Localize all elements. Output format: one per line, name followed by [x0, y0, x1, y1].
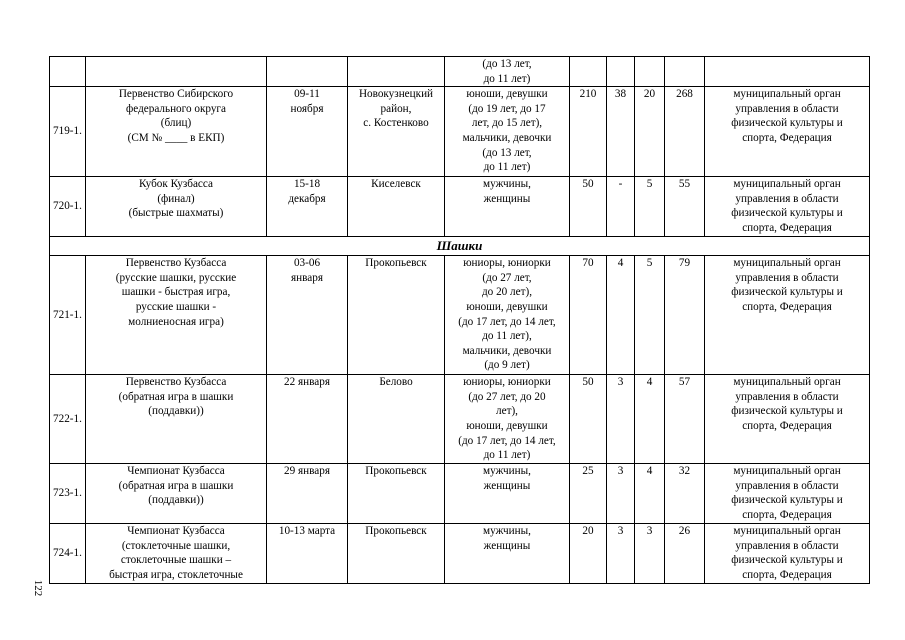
cell-age [445, 375, 570, 464]
text-line: женщины [483, 479, 531, 492]
text-line: молниеносная игра) [128, 315, 224, 328]
table-row [50, 177, 870, 237]
text-line: (до 13 лет, [482, 146, 532, 159]
schedule-table [49, 56, 870, 584]
cell-count: 5 [635, 177, 665, 237]
cell-name [86, 87, 267, 177]
text-line: (русские шашки, русские [115, 271, 237, 284]
cell-name [86, 524, 267, 584]
cell-org [705, 375, 870, 464]
text-line: Первенство Кузбасса [125, 257, 227, 270]
text-line: муниципальный орган [733, 257, 841, 270]
cell-org [705, 87, 870, 177]
cell-date [267, 87, 348, 177]
table-row [50, 57, 870, 87]
text-line: 22 января [284, 376, 330, 389]
text-line: (до 27 лет, [482, 271, 532, 284]
cell-place [348, 57, 445, 87]
cell-count [635, 57, 665, 87]
cell-org [705, 464, 870, 524]
text-line: лет, до 15 лет), [471, 117, 543, 130]
cell-place [348, 524, 445, 584]
cell-age [445, 87, 570, 177]
text-line: Первенство Сибирского [118, 88, 234, 101]
cell-num [50, 57, 86, 87]
text-line: (поддавки)) [148, 405, 204, 418]
cell-count: 3 [607, 375, 635, 464]
text-line: физической культуры и [731, 405, 843, 418]
text-line: (финал) [157, 192, 195, 205]
cell-org [705, 177, 870, 237]
text-line: (до 19 лет, до 17 [468, 102, 546, 115]
text-line: юноши, девушки [466, 88, 548, 101]
text-line: управления в области [735, 539, 839, 552]
cell-date [267, 256, 348, 375]
cell-org [705, 57, 870, 87]
text-line: физической культуры и [731, 117, 843, 130]
cell-num: 724-1. [50, 524, 86, 584]
cell-date [267, 375, 348, 464]
text-line: федерального округа [126, 102, 226, 115]
table-row [50, 87, 870, 177]
text-line: (быстрые шахматы) [128, 207, 224, 220]
text-line: управления в области [735, 479, 839, 492]
text-line: мальчики, девочки [462, 131, 552, 144]
cell-count: 79 [665, 256, 705, 375]
text-line: 15-18 [293, 178, 321, 191]
age-line: (до 13 лет, [482, 58, 532, 70]
cell-count: 210 [570, 87, 607, 177]
text-line: муниципальный орган [733, 525, 841, 538]
text-line: женщины [483, 192, 531, 205]
text-line: Первенство Кузбасса [125, 376, 227, 389]
text-line: спорта, Федерация [742, 221, 832, 234]
text-line: (поддавки)) [148, 494, 204, 507]
text-line: управления в области [735, 390, 839, 403]
text-line: русские шашки - [135, 300, 217, 313]
text-line: юноши, девушки [466, 300, 548, 313]
text-line: (обратная игра в шашки [118, 390, 234, 403]
cell-count: 50 [570, 375, 607, 464]
cell-count: 3 [607, 464, 635, 524]
text-line: 29 января [284, 465, 330, 478]
cell-count: 3 [635, 524, 665, 584]
text-line: мужчины, [483, 465, 531, 478]
cell-name [86, 177, 267, 237]
text-line: до 20 лет), [481, 286, 533, 299]
cell-org [705, 256, 870, 375]
cell-num: 723-1. [50, 464, 86, 524]
cell-count: 4 [607, 256, 635, 375]
text-line: муниципальный орган [733, 465, 841, 478]
cell-count: 57 [665, 375, 705, 464]
text-line: (до 9 лет) [484, 359, 530, 372]
text-line: 10-13 марта [278, 525, 336, 538]
text-line: спорта, Федерация [742, 419, 832, 432]
cell-count [607, 57, 635, 87]
cell-num: 720-1. [50, 177, 86, 237]
text-line: муниципальный орган [733, 178, 841, 191]
section-title: Шашки [50, 237, 870, 256]
cell-place [348, 87, 445, 177]
cell-count: 55 [665, 177, 705, 237]
table-row [50, 256, 870, 375]
cell-count: 4 [635, 464, 665, 524]
cell-count: 26 [665, 524, 705, 584]
cell-name [86, 375, 267, 464]
text-line: 03-06 [293, 257, 321, 270]
text-line: января [291, 271, 323, 284]
cell-count: 50 [570, 177, 607, 237]
cell-count: 5 [635, 256, 665, 375]
cell-age [445, 524, 570, 584]
cell-name [86, 464, 267, 524]
cell-num: 719-1. [50, 87, 86, 177]
text-line: юниоры, юниорки [463, 376, 551, 389]
cell-count: 70 [570, 256, 607, 375]
cell-count: - [607, 177, 635, 237]
text-line: Чемпионат Кузбасса [127, 525, 225, 538]
text-line: юниоры, юниорки [463, 257, 551, 270]
cell-org [705, 524, 870, 584]
cell-date [267, 524, 348, 584]
cell-count: 38 [607, 87, 635, 177]
text-line: муниципальный орган [733, 88, 841, 101]
text-line: Новокузнецкий [358, 88, 434, 101]
cell-num: 722-1. [50, 375, 86, 464]
cell-count: 32 [665, 464, 705, 524]
cell-count [570, 57, 607, 87]
cell-num: 721-1. [50, 256, 86, 375]
cell-count [665, 57, 705, 87]
cell-age [445, 464, 570, 524]
text-line: Прокопьевск [365, 525, 427, 538]
text-line: мужчины, [483, 178, 531, 191]
text-line: стоклеточные шашки – [120, 554, 232, 567]
text-line: быстрая игра, стоклеточные [109, 568, 243, 581]
table-row [50, 524, 870, 584]
cell-place [348, 375, 445, 464]
cell-date [267, 177, 348, 237]
text-line: до 11 лет), [482, 330, 532, 343]
cell-count: 3 [607, 524, 635, 584]
text-line: (СМ № ____ в ЕКП) [127, 131, 225, 144]
table-body-draughts [50, 256, 870, 584]
text-line: Прокопьевск [365, 257, 427, 270]
text-line: управления в области [735, 102, 839, 115]
section-header-row [50, 237, 870, 256]
text-line: физической культуры и [731, 286, 843, 299]
cell-age [445, 256, 570, 375]
text-line: (до 17 лет, до 14 лет, [458, 434, 556, 447]
cell-place [348, 464, 445, 524]
text-line: физической культуры и [731, 207, 843, 220]
text-line: (до 27 лет, до 20 [468, 390, 546, 403]
text-line: лет), [496, 405, 518, 418]
text-line: Чемпионат Кузбасса [127, 465, 225, 478]
cell-name [86, 57, 267, 87]
text-line: до 11 лет) [483, 449, 531, 462]
text-line: (до 17 лет, до 14 лет, [458, 315, 556, 328]
text-line: район, [380, 102, 412, 115]
text-line: декабря [288, 192, 326, 205]
text-line: (блиц) [160, 117, 192, 130]
text-line: муниципальный орган [733, 376, 841, 389]
cell-count: 4 [635, 375, 665, 464]
cell-count: 268 [665, 87, 705, 177]
age-line: до 11 лет) [483, 72, 531, 85]
text-line: (стоклеточные шашки, [121, 539, 231, 552]
text-line: 09-11 [294, 88, 320, 101]
text-line: Киселевск [371, 178, 421, 191]
text-line: спорта, Федерация [742, 508, 832, 521]
text-line: с. Костенково [363, 117, 429, 130]
cell-place [348, 177, 445, 237]
cell-date [267, 57, 348, 87]
cell-place [348, 256, 445, 375]
text-line: Кубок Кузбасса [139, 178, 213, 191]
cell-date [267, 464, 348, 524]
cell-name [86, 256, 267, 375]
cell-count: 20 [570, 524, 607, 584]
text-line: ноября [290, 102, 324, 115]
text-line: управления в области [735, 192, 839, 205]
text-line: физической культуры и [731, 554, 843, 567]
table-row [50, 375, 870, 464]
text-line: спорта, Федерация [742, 131, 832, 144]
text-line: шашки - быстрая игра, [121, 286, 231, 299]
page-number: 122 [32, 579, 44, 597]
text-line: юноши, девушки [466, 419, 548, 432]
text-line: (обратная игра в шашки [118, 479, 234, 492]
table-row [50, 464, 870, 524]
section-header-body [50, 237, 870, 256]
text-line: мальчики, девочки [462, 344, 552, 357]
text-line: управления в области [735, 271, 839, 284]
text-line: Белово [379, 376, 413, 389]
text-line: до 11 лет) [483, 161, 531, 174]
text-line: спорта, Федерация [742, 568, 832, 581]
text-line: мужчины, [483, 525, 531, 538]
table-body-chess [50, 57, 870, 237]
text-line: спорта, Федерация [742, 300, 832, 313]
cell-age [445, 177, 570, 237]
text-line: женщины [483, 539, 531, 552]
cell-age [445, 57, 570, 87]
cell-count: 25 [570, 464, 607, 524]
text-line: Прокопьевск [365, 465, 427, 478]
text-line: физической культуры и [731, 494, 843, 507]
cell-count: 20 [635, 87, 665, 177]
